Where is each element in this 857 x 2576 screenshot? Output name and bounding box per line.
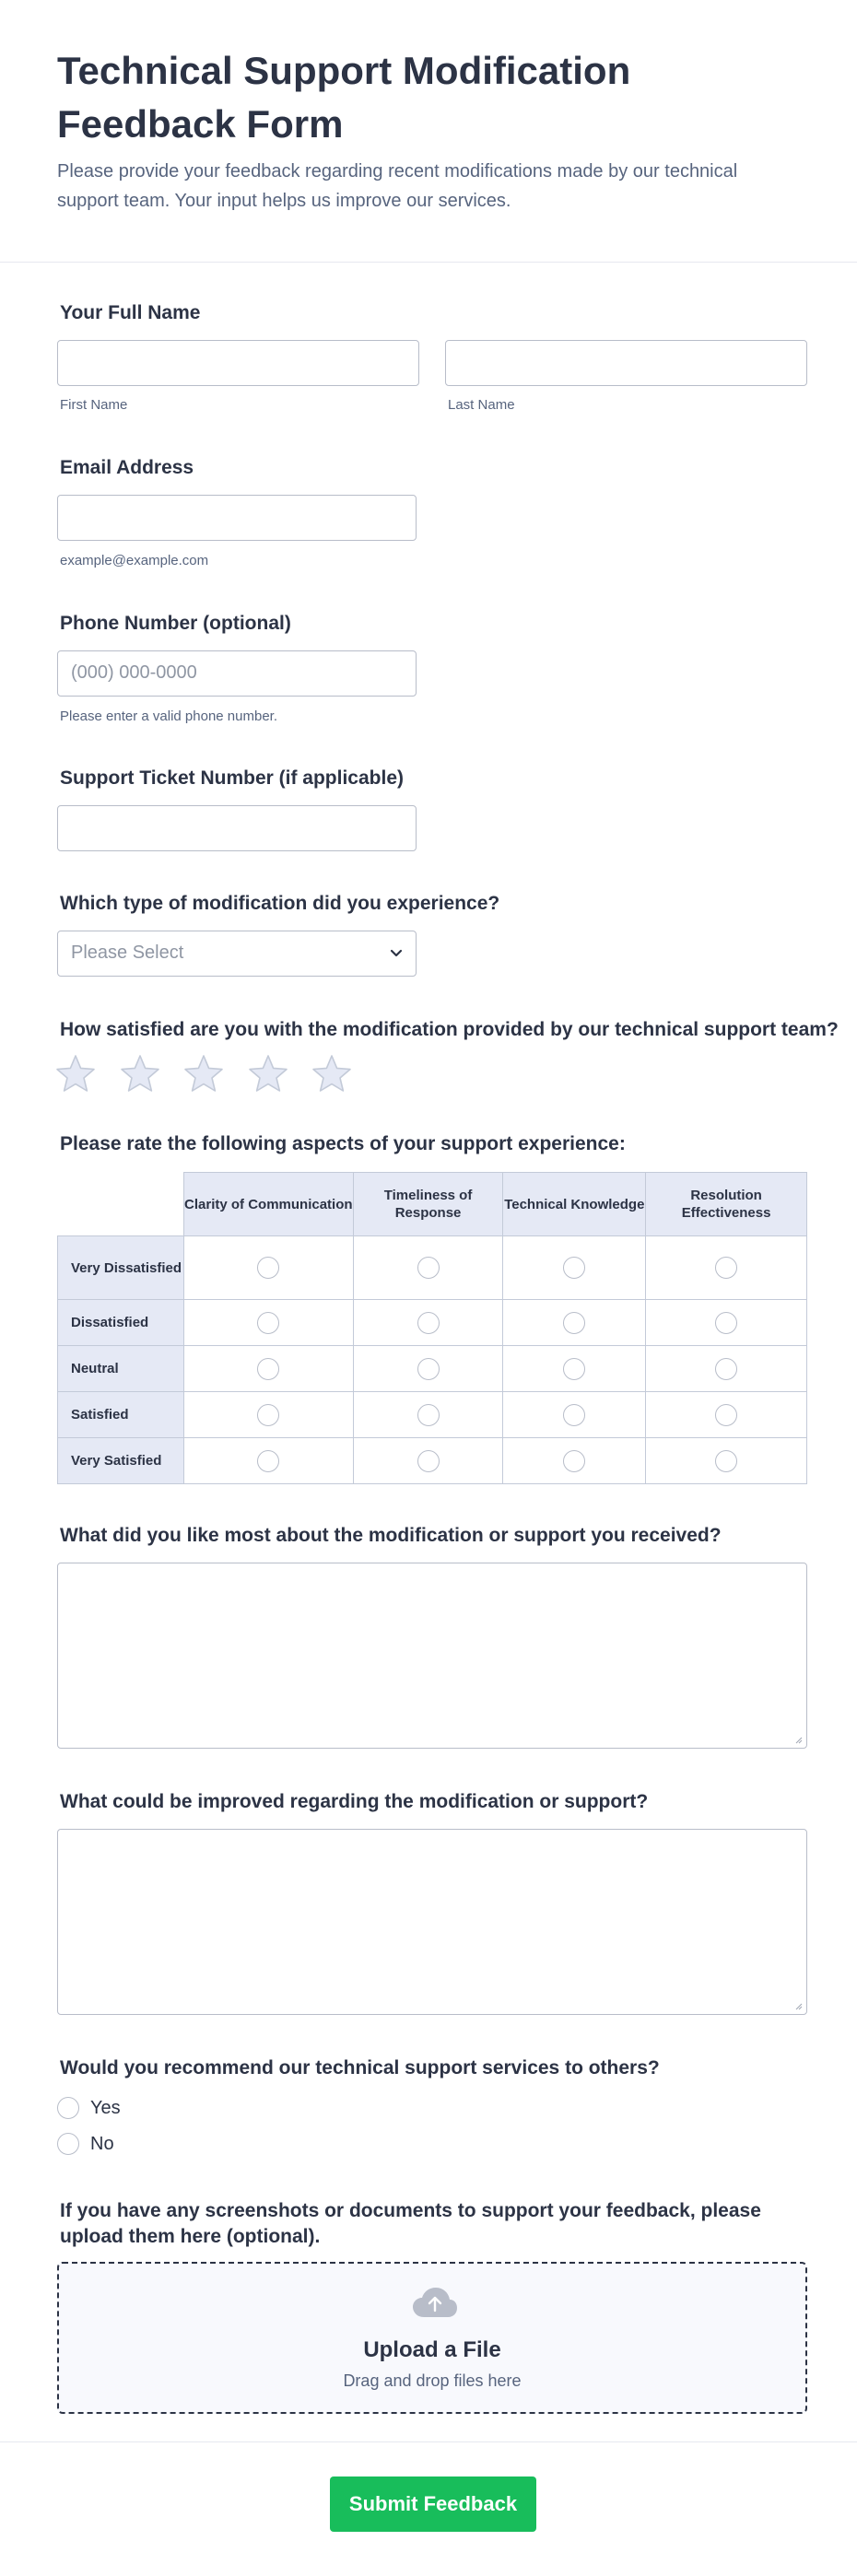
- cloud-upload-icon: [412, 2286, 458, 2319]
- matrix-radio[interactable]: [715, 1312, 737, 1334]
- phone-label: Phone Number (optional): [60, 613, 291, 634]
- email-sublabel: example@example.com: [60, 553, 209, 568]
- matrix-row-header: Satisfied: [58, 1392, 184, 1438]
- modification-label: Which type of modification did you experience?: [60, 893, 500, 914]
- matrix-radio[interactable]: [417, 1450, 440, 1472]
- first-name-input[interactable]: [57, 340, 419, 386]
- phone-sublabel: Please enter a valid phone number.: [60, 708, 277, 724]
- matrix-radio[interactable]: [257, 1257, 279, 1279]
- radio-no[interactable]: [57, 2133, 79, 2155]
- recommend-label-wrap: [57, 2055, 660, 2081]
- matrix-cell: [183, 1346, 353, 1392]
- matrix-cell: [646, 1236, 807, 1300]
- resize-grip-icon[interactable]: [793, 1735, 803, 1744]
- star-icon[interactable]: [311, 1054, 352, 1093]
- matrix-radio[interactable]: [563, 1358, 585, 1380]
- matrix-label-wrap: [57, 1131, 626, 1157]
- upload-subtitle: Drag and drop files here: [343, 2371, 522, 2390]
- email-label-wrap: [57, 455, 194, 481]
- option-no-label: No: [90, 2133, 114, 2154]
- last-name-sublabel: Last Name: [448, 397, 515, 413]
- email-field[interactable]: [57, 495, 417, 541]
- ticket-label-wrap: [57, 766, 404, 791]
- matrix-cell: [353, 1438, 503, 1484]
- option-yes-label: Yes: [90, 2097, 121, 2118]
- matrix-cell: [353, 1300, 503, 1346]
- matrix-cell: [503, 1346, 646, 1392]
- file-upload-dropzone[interactable]: [57, 2262, 807, 2414]
- rating-matrix: [57, 1172, 807, 1484]
- modification-select-value: Please Select: [71, 943, 184, 963]
- matrix-cell: [183, 1392, 353, 1438]
- matrix-radio[interactable]: [715, 1257, 737, 1279]
- matrix-column-header: Technical Knowledge: [503, 1173, 646, 1236]
- submit-button[interactable]: Submit Feedback: [330, 2476, 536, 2532]
- liked-label: What did you like most about the modification or support you received?: [60, 1525, 722, 1546]
- recommend-option-no[interactable]: [57, 2132, 114, 2156]
- improve-textarea[interactable]: [57, 1829, 807, 2015]
- satisfaction-label: How satisfied are you with the modification provided by our technical support team?: [60, 1019, 839, 1040]
- star-icon[interactable]: [55, 1054, 96, 1093]
- form-header: [0, 0, 857, 263]
- matrix-radio[interactable]: [257, 1358, 279, 1380]
- matrix-row-header: Very Satisfied: [58, 1438, 184, 1484]
- matrix-cell: [353, 1346, 503, 1392]
- matrix-cell: [646, 1392, 807, 1438]
- satisfaction-label-wrap: [57, 1017, 839, 1043]
- matrix-cell: [183, 1236, 353, 1300]
- form-title: Technical Support Modification Feedback Form: [57, 49, 631, 146]
- matrix-radio[interactable]: [257, 1450, 279, 1472]
- matrix-cell: [503, 1236, 646, 1300]
- liked-textarea[interactable]: [57, 1563, 807, 1749]
- recommend-option-yes[interactable]: [57, 2096, 121, 2120]
- matrix-row-header: Very Dissatisfied: [58, 1236, 184, 1300]
- matrix-radio[interactable]: [715, 1404, 737, 1426]
- matrix-cell: [646, 1438, 807, 1484]
- liked-label-wrap: [57, 1523, 722, 1549]
- matrix-label: Please rate the following aspects of your support experience:: [60, 1133, 626, 1154]
- radio-yes[interactable]: [57, 2097, 79, 2119]
- matrix-radio[interactable]: [257, 1312, 279, 1334]
- first-name-sublabel: First Name: [60, 397, 128, 413]
- ticket-label: Support Ticket Number (if applicable): [60, 767, 404, 789]
- resize-grip-icon[interactable]: [793, 2001, 803, 2010]
- email-label: Email Address: [60, 457, 194, 478]
- improve-label-wrap: [57, 1789, 648, 1815]
- recommend-label: Would you recommend our technical support services to others?: [60, 2057, 660, 2078]
- matrix-column-header: Clarity of Communication: [183, 1173, 353, 1236]
- matrix-cell: [183, 1300, 353, 1346]
- matrix-radio[interactable]: [563, 1312, 585, 1334]
- matrix-column-header: Timeliness of Response: [353, 1173, 503, 1236]
- star-icon[interactable]: [120, 1054, 160, 1093]
- full-name-label-wrap: [57, 300, 200, 326]
- modification-label-wrap: [57, 891, 499, 917]
- form-subtitle: Please provide your feedback regarding recent modifications made by our technical support team. Your input helps us improve our services.: [57, 161, 738, 211]
- matrix-cell: [353, 1392, 503, 1438]
- upload-label: If you have any screenshots or documents to support your feedback, please upload them here (optional).: [60, 2200, 761, 2247]
- matrix-row-header: Dissatisfied: [58, 1300, 184, 1346]
- matrix-radio[interactable]: [715, 1450, 737, 1472]
- matrix-cell: [503, 1392, 646, 1438]
- matrix-column-header: Resolution Effectiveness: [646, 1173, 807, 1236]
- matrix-radio[interactable]: [563, 1257, 585, 1279]
- matrix-cell: [183, 1438, 353, 1484]
- matrix-cell: [353, 1236, 503, 1300]
- matrix-corner: [58, 1173, 184, 1236]
- form-footer: [0, 2441, 857, 2576]
- star-icon[interactable]: [183, 1054, 224, 1093]
- matrix-row-header: Neutral: [58, 1346, 184, 1392]
- chevron-down-icon: [390, 949, 403, 958]
- upload-title: Upload a File: [363, 2337, 501, 2362]
- matrix-radio[interactable]: [563, 1404, 585, 1426]
- matrix-radio[interactable]: [417, 1312, 440, 1334]
- ticket-input[interactable]: [57, 805, 417, 851]
- matrix-radio[interactable]: [715, 1358, 737, 1380]
- phone-label-wrap: [57, 611, 291, 637]
- phone-placeholder: (000) 000-0000: [71, 662, 197, 683]
- matrix-radio[interactable]: [417, 1257, 440, 1279]
- matrix-cell: [646, 1300, 807, 1346]
- matrix-radio[interactable]: [417, 1404, 440, 1426]
- matrix-cell: [503, 1300, 646, 1346]
- full-name-label: Your Full Name: [60, 302, 201, 323]
- last-name-input[interactable]: [445, 340, 807, 386]
- modification-select[interactable]: [57, 931, 417, 977]
- star-icon[interactable]: [248, 1054, 288, 1093]
- matrix-radio[interactable]: [417, 1358, 440, 1380]
- matrix-radio[interactable]: [257, 1404, 279, 1426]
- improve-label: What could be improved regarding the modification or support?: [60, 1791, 649, 1812]
- matrix-radio[interactable]: [563, 1450, 585, 1472]
- matrix-cell: [646, 1346, 807, 1392]
- matrix-cell: [503, 1438, 646, 1484]
- upload-label-wrap: [57, 2198, 813, 2250]
- phone-input[interactable]: [57, 650, 417, 697]
